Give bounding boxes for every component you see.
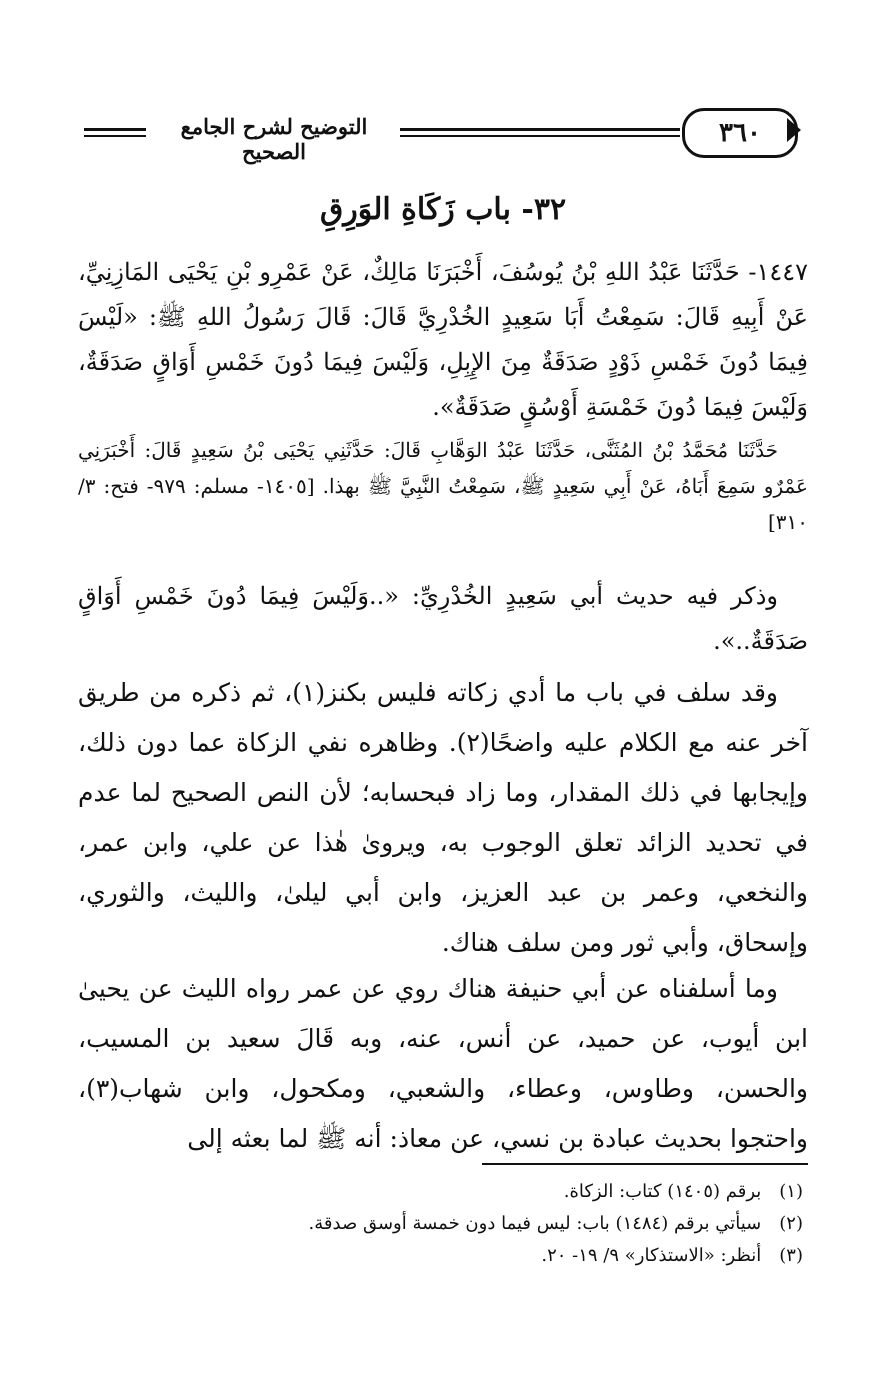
footnote-text: سيأتي برقم (١٤٨٤) باب: ليس فيما دون خمسة أوسق صدقة. bbox=[308, 1213, 762, 1234]
footnote-item bbox=[78, 1240, 803, 1272]
page-number: ٣٦٠ bbox=[682, 108, 798, 158]
footnote-item bbox=[78, 1176, 803, 1208]
commentary-paragraph-2 bbox=[78, 964, 808, 1164]
running-header bbox=[70, 108, 815, 164]
mention-paragraph: وذكر فيه حديث أبي سَعِيدٍ الخُدْرِيِّ: «..وَلَيْسَ فِيمَا دُونَ خَمْسِ أَوَاقٍ صَدَقَةٌ..». bbox=[78, 582, 808, 655]
footnote-text: برقم (١٤٠٥) كتاب: الزكاة. bbox=[563, 1181, 762, 1202]
footnote-text: أنظر: «الاستذكار» ٩/ ١٩- ٢٠. bbox=[541, 1245, 762, 1266]
footnote-number: (٢) bbox=[779, 1213, 803, 1234]
commentary-text-2: وما أسلفناه عن أبي حنيفة هناك روي عن عمر رواه الليث عن يحيىٰ ابن أيوب، عن حميد، عن أنس، عنه، وبه قَالَ سعيد بن المسيب، والحسن، وطاوس، وعطاء، والشعبي، ومكحول، وابن شهاب(٣)، واحتجوا بحديث عبادة بن نسي، عن معاذ: أنه ﷺ لما بعثه إلى bbox=[78, 974, 808, 1153]
page-number-arrow-icon bbox=[787, 118, 801, 142]
footnote-separator bbox=[482, 1163, 808, 1165]
hadith-text bbox=[78, 250, 808, 430]
hadith-paragraph: ١٤٤٧- حَدَّثَنَا عَبْدُ اللهِ بْنُ يُوسُفَ، أَخْبَرَنَا مَالِكٌ، عَنْ عَمْرِو بْنِ يَحْيَى المَازِنِيِّ، عَنْ أَبِيهِ قَالَ: سَمِعْتُ أَبَا سَعِيدٍ الخُدْرِيَّ قَالَ: قَالَ رَسُولُ اللهِ ﷺ: «لَيْسَ فِيمَا دُونَ خَمْسِ ذَوْدٍ صَدَقَةٌ مِنَ الإِبِلِ، وَلَيْسَ فِيمَا دُونَ خَمْسِ أَوَاقٍ صَدَقَةٌ، وَلَيْسَ فِيمَا دُونَ خَمْسَةِ أَوْسُقٍ صَدَقَةٌ». bbox=[78, 258, 808, 421]
running-title: التوضيح لشرح الجامع الصحيح bbox=[180, 114, 368, 164]
footnotes bbox=[78, 1176, 803, 1272]
sanad-paragraph: حَدَّثَنَا مُحَمَّدُ بْنُ المُثَنَّى، حَدَّثَنَا عَبْدُ الوَهَّابِ قَالَ: حَدَّثَنِي يَحْيَى بْنُ سَعِيدٍ قَالَ: أَخْبَرَنِي عَمْرٌو سَمِعَ أَبَاهُ، عَنْ أَبِي سَعِيدٍ ﷺ، سَمِعْتُ النَّبِيَّ ﷺ بهذا. [١٤٠٥- مسلم: ٩٧٩- فتح: ٣/ ٣١٠] bbox=[78, 438, 808, 534]
mention-text bbox=[78, 574, 808, 664]
sanad-text bbox=[78, 432, 808, 540]
footnote-number: (١) bbox=[779, 1181, 803, 1202]
chapter-title: ٣٢- باب زَكَاةِ الوَرِقِ bbox=[319, 192, 567, 227]
footnote-item bbox=[78, 1208, 803, 1240]
header-rule-left bbox=[84, 128, 146, 137]
commentary-paragraph-1 bbox=[78, 668, 808, 968]
commentary-text-1: وقد سلف في باب ما أدي زكاته فليس بكنز(١)، ثم ذكره من طريق آخر عنه مع الكلام عليه واضحًا(٢). وظاهره نفي الزكاة عما دون ذلك، وإيجابها في ذلك المقدار، وما زاد فبحسابه؛ لأن النص الصحيح لما عدم في تحديد الزائد تعلق الوجوب به، ويروىٰ هٰذا عن علي، وابن عمر، والنخعي، وعمر بن عبد العزيز، وابن أبي ليلىٰ، والليث، والثوري، وإسحاق، وأبي ثور ومن سلف هناك. bbox=[78, 678, 808, 957]
header-rule-middle bbox=[400, 128, 680, 137]
footnote-number: (٣) bbox=[779, 1245, 803, 1266]
